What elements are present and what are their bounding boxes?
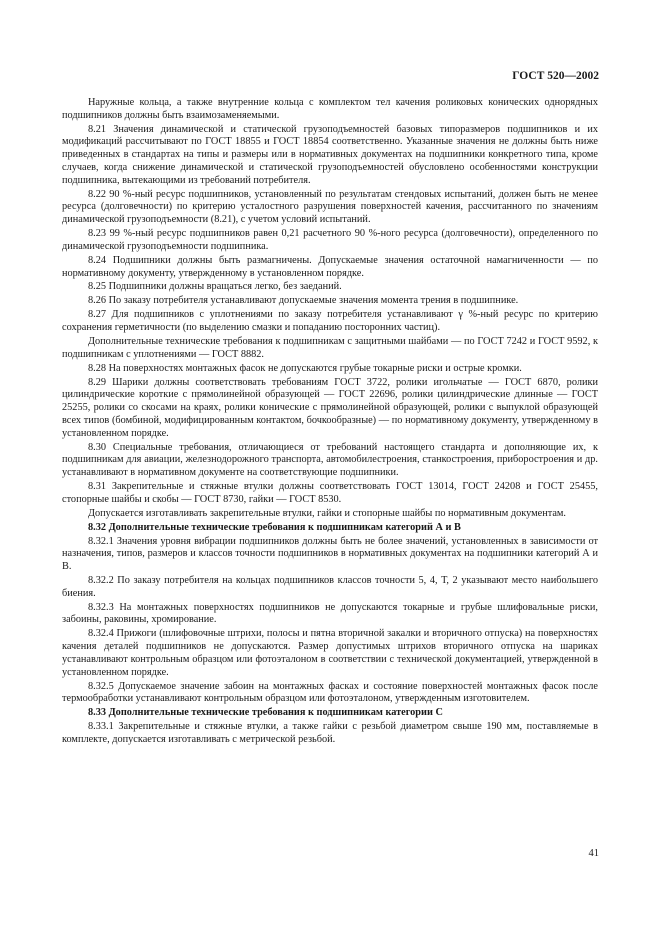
paragraph: 8.30 Специальные требования, отличающиеся от требований настоящего стандарта и дополняющие их, к подшипникам для авиации, железнодорожного транспорта, автомобилестроения, станкостроения, приборостроения и др. устанавливают в нормативном документе на соответствующие подшипники.: [62, 441, 598, 479]
paragraph: 8.33.1 Закрепительные и стяжные втулки, а также гайки с резьбой диаметром свыше 190 мм, поставляемые в комплекте, допускается изготавливать с метрической резьбой.: [62, 721, 598, 745]
paragraph: 8.29 Шарики должны соответствовать требованиям ГОСТ 3722, ролики игольчатые — ГОСТ 6870, ролики цилиндрические короткие с прямолинейной образующей — ГОСТ 22696, ролики цилиндрические длинные — ГОСТ 25255, ролики со скосами на краях, ролики конические с прямолинейной образующей, ролики с выпуклой образующей всех типов (бомбиной, модифицированным контактом, бочкообразные) — по нормативному документу, утвержденному в установленном порядке.: [62, 376, 598, 439]
paragraph: 8.32.5 Допускаемое значение забоин на монтажных фасках и состояние поверхностей монтажных фасок после термообработки устанавливают контрольным образцом или фотоэталоном, утвержденным изготовителем.: [62, 680, 598, 705]
section-heading: 8.33 Дополнительные технические требования к подшипникам категории С: [88, 707, 443, 719]
paragraph: 8.22 90 %-ный ресурс подшипников, установленный по результатам стендовых испытаний, должен быть не менее ресурса (долговечности) по критерию усталостного разрушения поверхностей качения, рассчитанного по значениям динамической грузоподъемности (8.21), с учетом условий испытаний.: [62, 188, 598, 226]
standard-designation: ГОСТ 520—2002: [512, 70, 599, 82]
paragraph: 8.32.1 Значения уровня вибрации подшипников должны быть не более значений, установленных в зависимости от назначения, типов, размеров и классов точности подшипников в нормативных документах на подшипники категорий А и В.: [62, 535, 598, 573]
paragraph: 8.25 Подшипники должны вращаться легко, без заеданий.: [88, 281, 342, 293]
paragraph: 8.24 Подшипники должны быть размагничены. Допускаемые значения остаточной намагниченности — по нормативному документу, утвержденному в установленном порядке.: [62, 254, 598, 279]
paragraph: Дополнительные технические требования к подшипникам с защитными шайбами — по ГОСТ 7242 и ГОСТ 9592, к подшипникам с уплотнениями — ГОСТ 8882.: [62, 336, 598, 360]
paragraph: 8.23 99 %-ный ресурс подшипников равен 0,21 расчетного 90 %-ного ресурса (долговечности), определенного по динамической грузоподъемности подшипника.: [62, 228, 598, 252]
paragraph: 8.26 По заказу потребителя устанавливают допускаемые значения момента трения в подшипнике.: [88, 295, 519, 307]
paragraph: Допускается изготавливать закрепительные втулки, гайки и стопорные шайбы по нормативным документам.: [88, 507, 566, 519]
paragraph: 8.28 На поверхностях монтажных фасок не допускаются грубые токарные риски и острые кромки.: [88, 362, 522, 374]
section-heading: 8.32 Дополнительные технические требования к подшипникам категорий А и В: [88, 521, 461, 533]
paragraph: 8.21 Значения динамической и статической грузоподъемностей базовых типоразмеров подшипников и их модификаций рассчитывают по ГОСТ 18855 и ГОСТ 18854 соответственно. Указанные значения не должны быть ниже приведенных в стандартах на типы и размеры или в нормативных документах на подшипники конкретного типа, кроме случаев, когда снижение динамической и статической грузоподъемностей обусловлено особенностями конструкции подшипника, вытекающими из требований потребителя.: [62, 123, 598, 186]
page-number: 41: [588, 848, 599, 859]
paragraph: 8.31 Закрепительные и стяжные втулки должны соответствовать ГОСТ 13014, ГОСТ 24208 и ГОСТ 25455, стопорные шайбы и скобы — ГОСТ 8730, гайки — ГОСТ 8530.: [62, 481, 598, 505]
document-body: [62, 97, 598, 748]
paragraph: 8.32.3 На монтажных поверхностях подшипников не допускаются токарные и грубые шлифовальные риски, забоины, раковины, хромирование.: [62, 601, 598, 626]
paragraph: Наружные кольца, а также внутренние кольца с комплектом тел качения роликовых конических однорядных подшипников должны быть взаимозаменяемыми.: [62, 97, 598, 121]
paragraph: 8.32.2 По заказу потребителя на кольцах подшипников классов точности 5, 4, Т, 2 указывают место наибольшего биения.: [62, 575, 598, 599]
paragraph: 8.27 Для подшипников с уплотнениями по заказу потребителя устанавливают γ %-ный ресурс по критерию сохранения герметичности (по выделению смазки и попаданию посторонних частиц).: [62, 309, 598, 334]
paragraph: 8.32.4 Прижоги (шлифовочные штрихи, полосы и пятна вторичной закалки и вторичного отпуска) на поверхностях качения деталей подшипников не допускаются. Размер допустимых штрихов вторичного отпуска на шариках устанавливают контрольным образцом или фотоэталоном в соответствии с технической документацией, утвержденной в установленном порядке.: [62, 628, 598, 678]
